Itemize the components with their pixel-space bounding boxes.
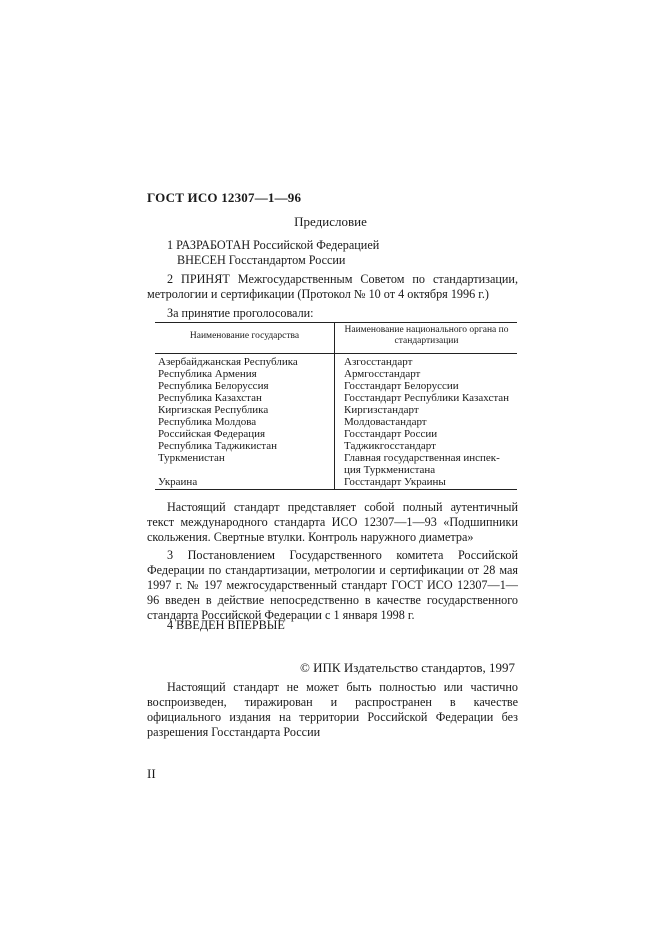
table-cell-body: Госстандарт России [344,428,438,440]
item-adopted [147,272,518,302]
table-cell-body: Госстандарт Республики Казахстан [344,392,510,404]
table-cell-body: Молдовастандарт [344,416,427,428]
state-column [158,356,332,488]
enacted-paragraph: 3 Постановлением Государственного комитета Российской Федерации по стандартизации, метрологии и сертификации от 28 мая 1997 г. № 197 межгосударственный стандарт ГОСТ ИСО 12307—1—96 введен в действие непосредственно в качестве государственного стандарта Российской Федерации с 1 января 1998 г. [147,548,518,622]
table-cell-body: Госстандарт Белоруссии [344,380,459,392]
table-cell-body: Главная государственная инспек- [344,452,500,464]
column-header-body: Наименование национального органа по стандартизации [344,325,509,346]
body-column [344,356,516,488]
document-code-header: ГОСТ ИСО 12307—1—96 [147,190,302,205]
reproduction-notice [147,680,518,740]
introduced-line: ВНЕСЕН Госстандартом России [177,253,346,267]
table-cell-body: Армгосстандарт [344,368,421,380]
developed-line: 1 РАЗРАБОТАН Российской Федерацией [167,238,380,252]
table-cell-state: Республика Армения [158,368,257,380]
table-cell-body: Таджикгосстандарт [344,440,436,452]
first-introduced-text: 4 ВВЕДЕН ВПЕРВЫЕ [167,618,285,632]
table-cell-state: Республика Таджикистан [158,440,277,452]
table-cell-state: Туркменистан [158,452,225,464]
item-enacted [147,548,518,623]
vote-intro-text: За принятие проголосовали: [167,306,314,320]
table-column-divider [334,322,335,490]
standard-identity [147,500,518,545]
table-cell-body: Госстандарт Украины [344,476,446,488]
table-header-rule-left [155,353,334,354]
table-cell-state: Украина [158,476,198,488]
vote-intro [147,306,518,321]
section-title: Предисловие [294,214,367,229]
table-cell-state: Республика Белоруссия [158,380,269,392]
table-bottom-rule [155,489,517,490]
reproduction-notice-text: Настоящий стандарт не может быть полностью или частично воспроизведен, тиражирован и распространен в качестве официального издания на территории Российской Федерации без разрешения Госстандарта России [147,680,518,739]
item-first-introduced [147,618,518,633]
table-cell-state: Республика Молдова [158,416,257,428]
table-cell-state: Киргизская Республика [158,404,269,416]
page-number: II [147,766,156,781]
table-cell-state: Республика Казахстан [158,392,262,404]
table-cell-state: Азербайджанская Республика [158,356,298,368]
column-header-state: Наименование государства [189,331,300,341]
table-cell-state: Российская Федерация [158,428,266,440]
standard-identity-text: Настоящий стандарт представляет собой полный аутентичный текст международного стандарта ИСО 12307—1—93 «Подшипники скольжения. Свертные втулки. Контроль наружного диаметра» [147,500,518,544]
voting-table [155,322,517,490]
table-top-rule [155,322,517,323]
table-spacer [158,464,332,476]
item-developed [147,238,518,268]
copyright-line: © ИПК Издательство стандартов, 1997 [300,660,515,675]
adopted-paragraph: 2 ПРИНЯТ Межгосударственным Советом по стандартизации, метрологии и сертификации (Протокол № 10 от 4 октября 1996 г.) [147,272,518,301]
table-header-rule-right [334,353,517,354]
table-cell-body: ция Туркменистана [344,464,436,476]
table-cell-body: Азгосстандарт [344,356,413,368]
table-cell-body: Киргизстандарт [344,404,419,416]
